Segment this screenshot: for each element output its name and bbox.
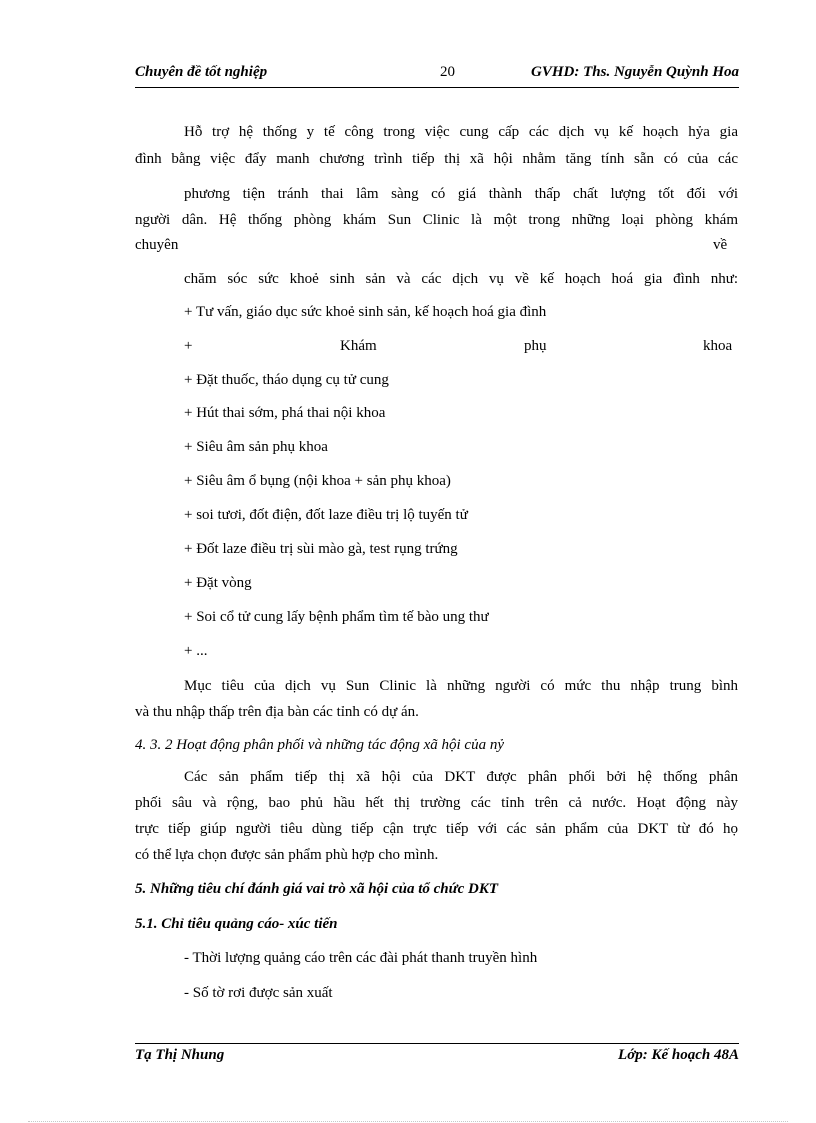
footer-divider (135, 1043, 739, 1044)
list-item: + Tư vấn, giáo dục sức khoẻ sinh sản, kế hoạch hoá gia đình (184, 304, 547, 320)
paragraph-line: chăm sóc sức khoẻ sinh sản và các dịch vụ về kế hoạch hoá gia đình như: (184, 271, 738, 287)
paragraph-line: và thu nhập thấp trên địa bàn các tỉnh có dự án. (135, 704, 419, 720)
header-divider (135, 87, 739, 88)
list-item: + Siêu âm ổ bụng (nội khoa + sản phụ khoa) (184, 473, 451, 489)
header-title: Chuyên đề tốt nghiệp (135, 64, 268, 80)
page-bottom-border (28, 1121, 788, 1122)
list-item: - Số tờ rơi được sản xuất (184, 985, 333, 1001)
list-item: Khám (340, 338, 377, 354)
list-item: + Đặt thuốc, tháo dụng cụ tử cung (184, 372, 389, 388)
list-item: + Đốt laze điều trị sùi mào gà, test rụng trứng (184, 541, 458, 557)
page-header (135, 64, 739, 86)
subsection-heading: 5.1. Chỉ tiêu quảng cáo- xúc tiến (135, 916, 338, 932)
footer-author: Tạ Thị Nhung (135, 1047, 225, 1063)
paragraph-line: Hỗ trợ hệ thống y tế công trong việc cung cấp các dịch vụ kế hoạch hỷa gia (184, 124, 738, 140)
list-item: + ... (184, 643, 208, 659)
paragraph-line: phương tiện tránh thai lâm sàng có giá thành thấp chất lượng tốt đối với (184, 186, 738, 202)
list-item: + Soi cổ tử cung lấy bệnh phẩm tìm tế bào ung thư (184, 609, 489, 625)
list-item: + (184, 338, 193, 354)
list-item: + Đặt vòng (184, 575, 252, 591)
footer-class: Lớp: Kế hoạch 48A (618, 1047, 739, 1063)
paragraph-line: trực tiếp giúp người tiêu dùng tiếp cận trực tiếp với các sản phẩm của DKT từ đó họ (135, 821, 738, 837)
page-number: 20 (440, 64, 455, 80)
list-item: + Hút thai sớm, phá thai nội khoa (184, 405, 386, 421)
list-item: phụ (524, 338, 547, 354)
list-item: khoa (703, 338, 733, 354)
paragraph-line: Mục tiêu của dịch vụ Sun Clinic là những người có mức thu nhập trung bình (184, 678, 738, 694)
paragraph-line: phối sâu và rộng, bao phủ hầu hết thị trường các tỉnh trên cả nước. Hoạt động này (135, 795, 738, 811)
page-footer (135, 1047, 739, 1069)
list-item: + Siêu âm sản phụ khoa (184, 439, 328, 455)
paragraph-line: người dân. Hệ thống phòng khám Sun Clinic là một trong những loại phòng khám (135, 212, 738, 228)
list-item: + soi tươi, đốt điện, đốt laze điều trị lộ tuyến tử (184, 507, 468, 523)
section-heading: 5. Những tiêu chí đánh giá vai trò xã hội của tổ chức DKT (135, 881, 499, 897)
paragraph-line: Các sản phẩm tiếp thị xã hội của DKT được phân phối bởi hệ thống phân (184, 769, 738, 785)
paragraph-line: về (713, 237, 728, 253)
section-heading: 4. 3. 2 Hoạt động phân phối và những tác động xã hội của nỷ (135, 737, 504, 753)
paragraph-line: có thể lựa chọn được sản phẩm phù hợp cho mình. (135, 847, 439, 863)
header-advisor: GVHD: Ths. Nguyễn Quỳnh Hoa (531, 64, 739, 80)
paragraph-line: chuyên (135, 237, 179, 253)
paragraph-line: đình bằng việc đẩy manh chương trình tiếp thị xã hội nhằm tăng tính sẵn có của các (135, 151, 738, 167)
list-item: - Thời lượng quảng cáo trên các đài phát thanh truyền hình (184, 950, 538, 966)
